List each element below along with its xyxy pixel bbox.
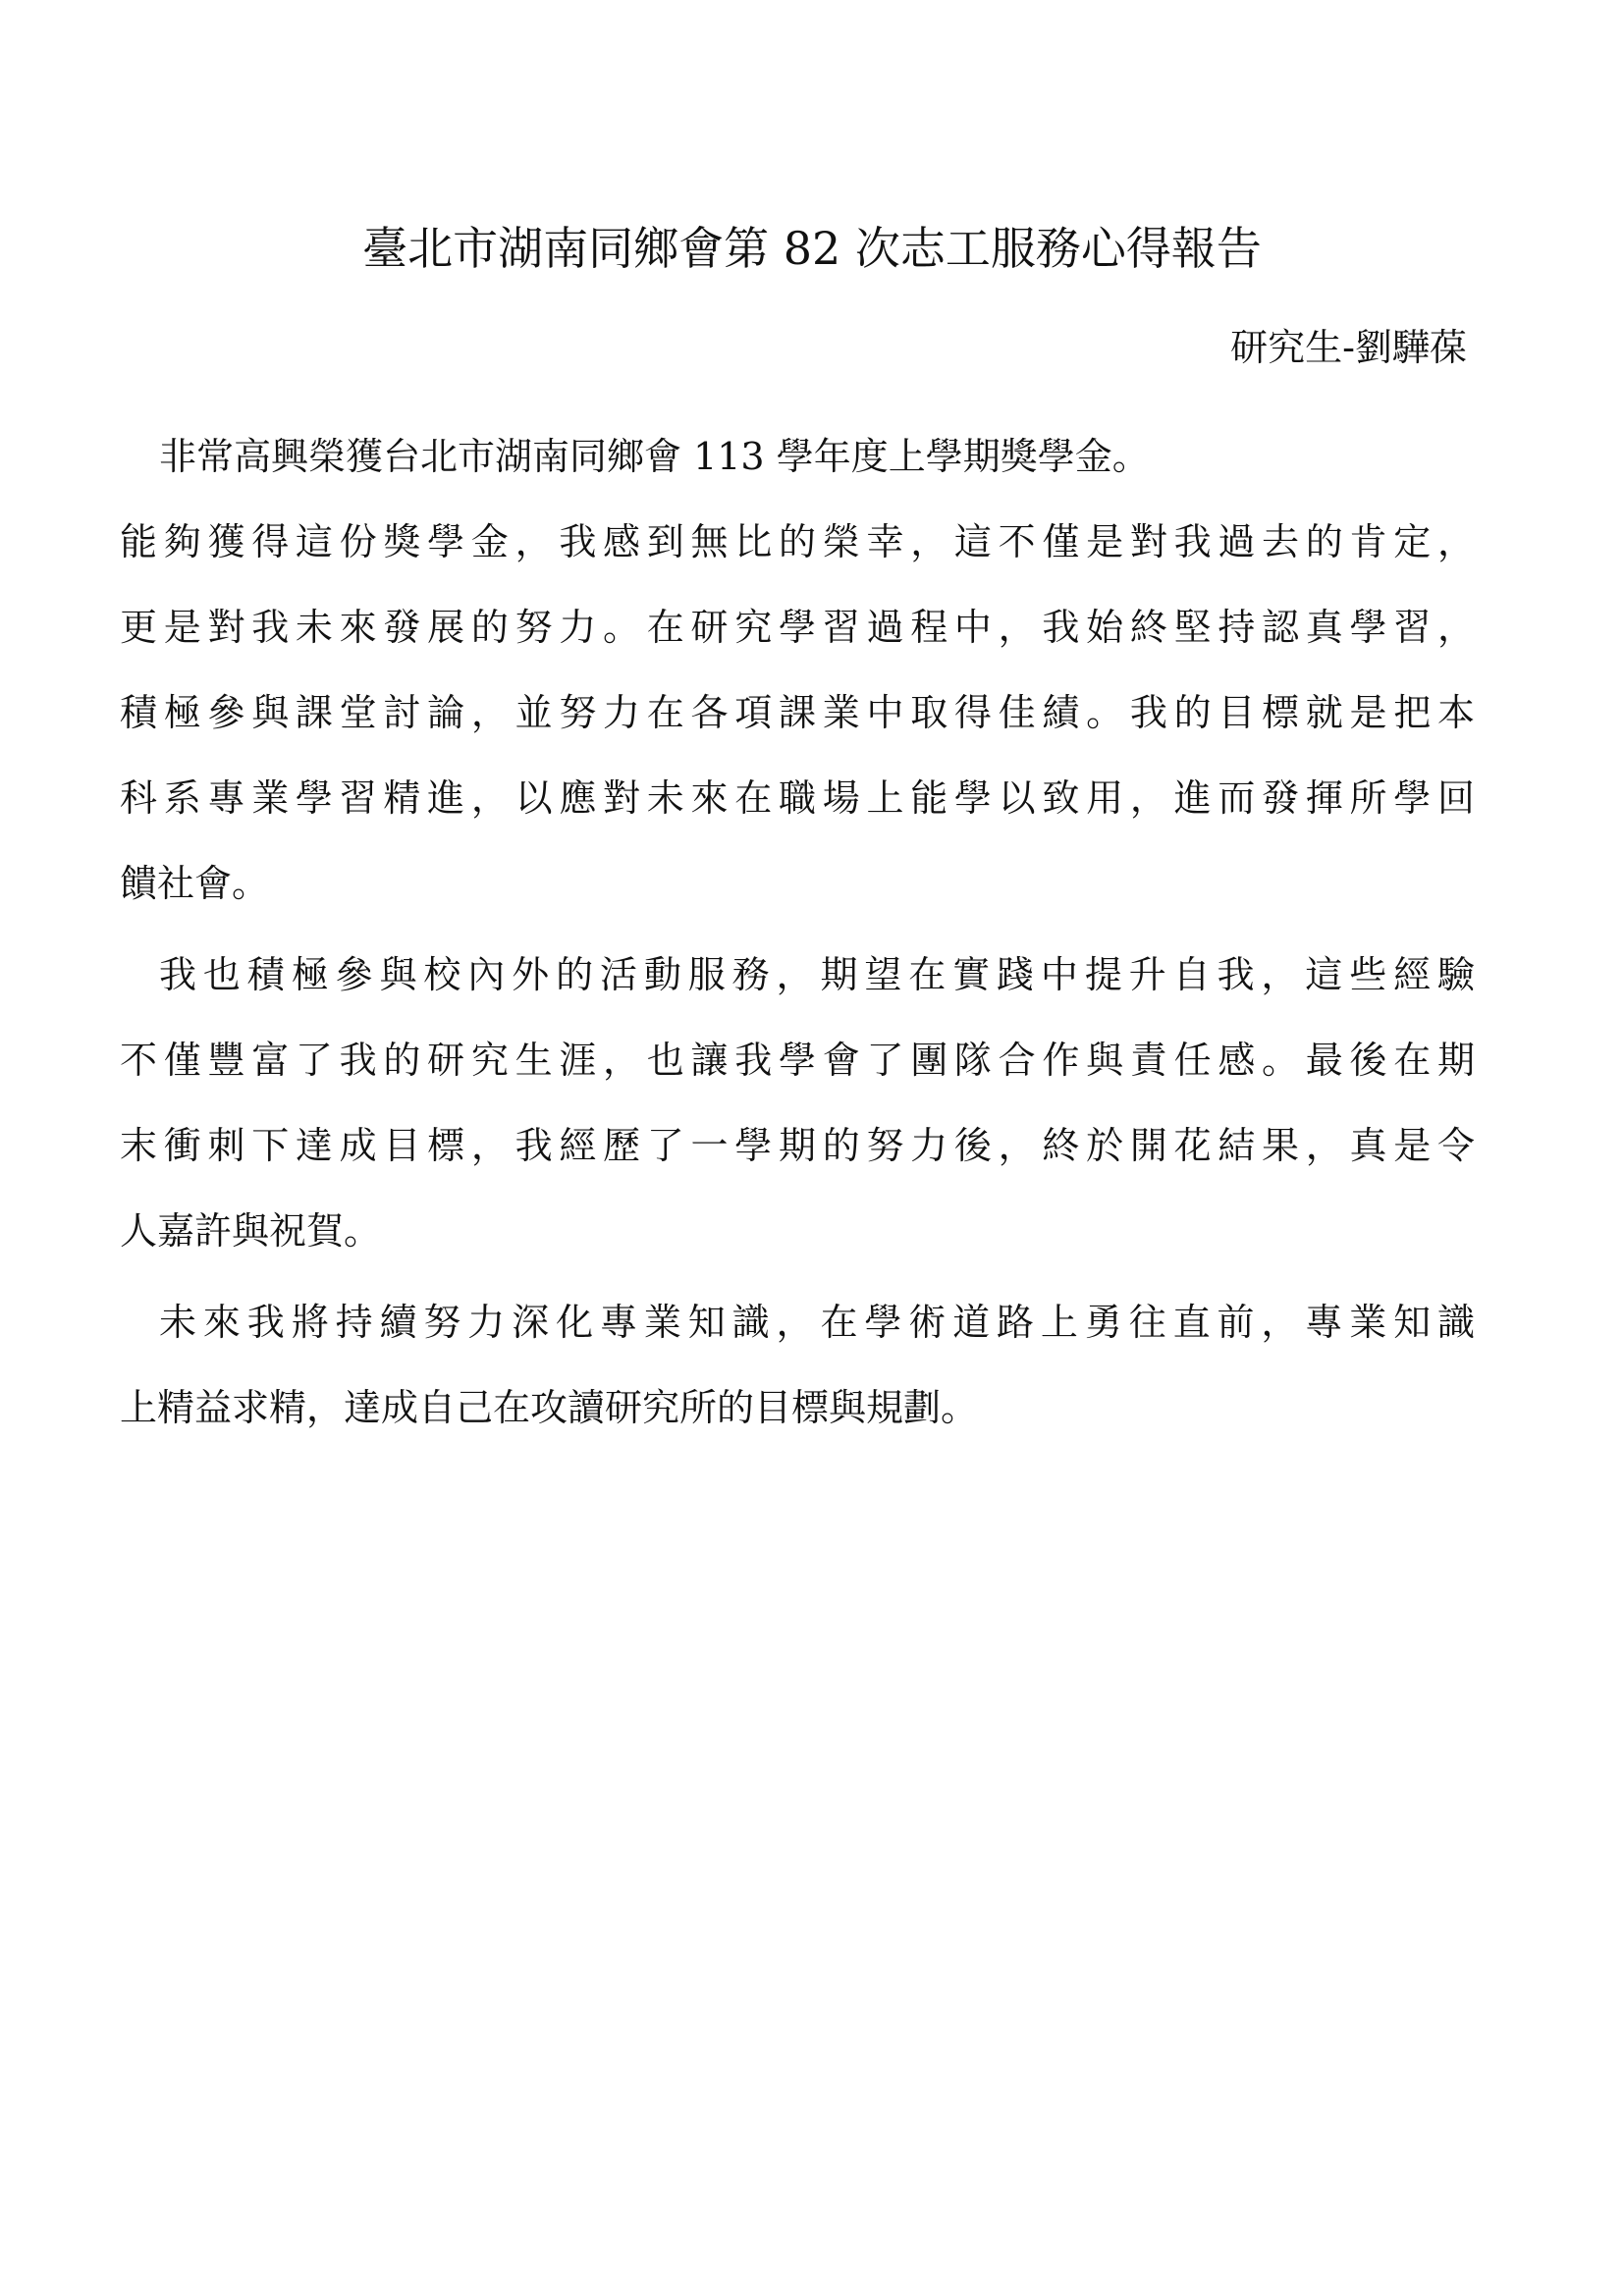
paragraph-line: 人嘉許與祝賀。 [120,1209,382,1253]
paragraph-line: 積極參與課堂討論，並努力在各項課業中取得佳績。我的目標就是把本 [120,691,1475,734]
paragraph-2 [120,933,1475,1274]
paragraph-line: 不僅豐富了我的研究生涯，也讓我學會了團隊合作與責任感。最後在期 [120,1039,1475,1082]
author-name: 研究生-劉驊葆 [1230,326,1467,369]
paragraph-line: 非常高興榮獲台北市湖南同鄉會 113 學年度上學期獎學金。 [159,435,1150,478]
paragraph-line: 我也積極參與校內外的活動服務，期望在實踐中提升自我，這些經驗 [159,953,1475,996]
paragraph-1 [120,414,1475,927]
paragraph-line: 更是對我未來發展的努力。在研究學習過程中，我始終堅持認真學習， [120,606,1475,649]
paragraph-line: 能夠獲得這份獎學金，我感到無比的榮幸，這不僅是對我過去的肯定， [120,520,1475,563]
document-title: 臺北市湖南同鄉會第 82 次志工服務心得報告 [362,222,1262,275]
paragraph-3 [120,1280,1475,1451]
document-body [120,414,1475,1451]
paragraph-line: 未來我將持續努力深化專業知識，在學術道路上勇往直前，專業知識 [159,1301,1475,1344]
paragraph-line: 科系專業學習精進，以應對未來在職場上能學以致用，進而發揮所學回 [120,776,1475,820]
paragraph-line: 饋社會。 [120,862,270,905]
paragraph-line: 末衝刺下達成目標，我經歷了一學期的努力後，終於開花結果，真是令 [120,1124,1475,1167]
paragraph-line: 上精益求精，達成自己在攻讀研究所的目標與規劃。 [120,1386,979,1429]
